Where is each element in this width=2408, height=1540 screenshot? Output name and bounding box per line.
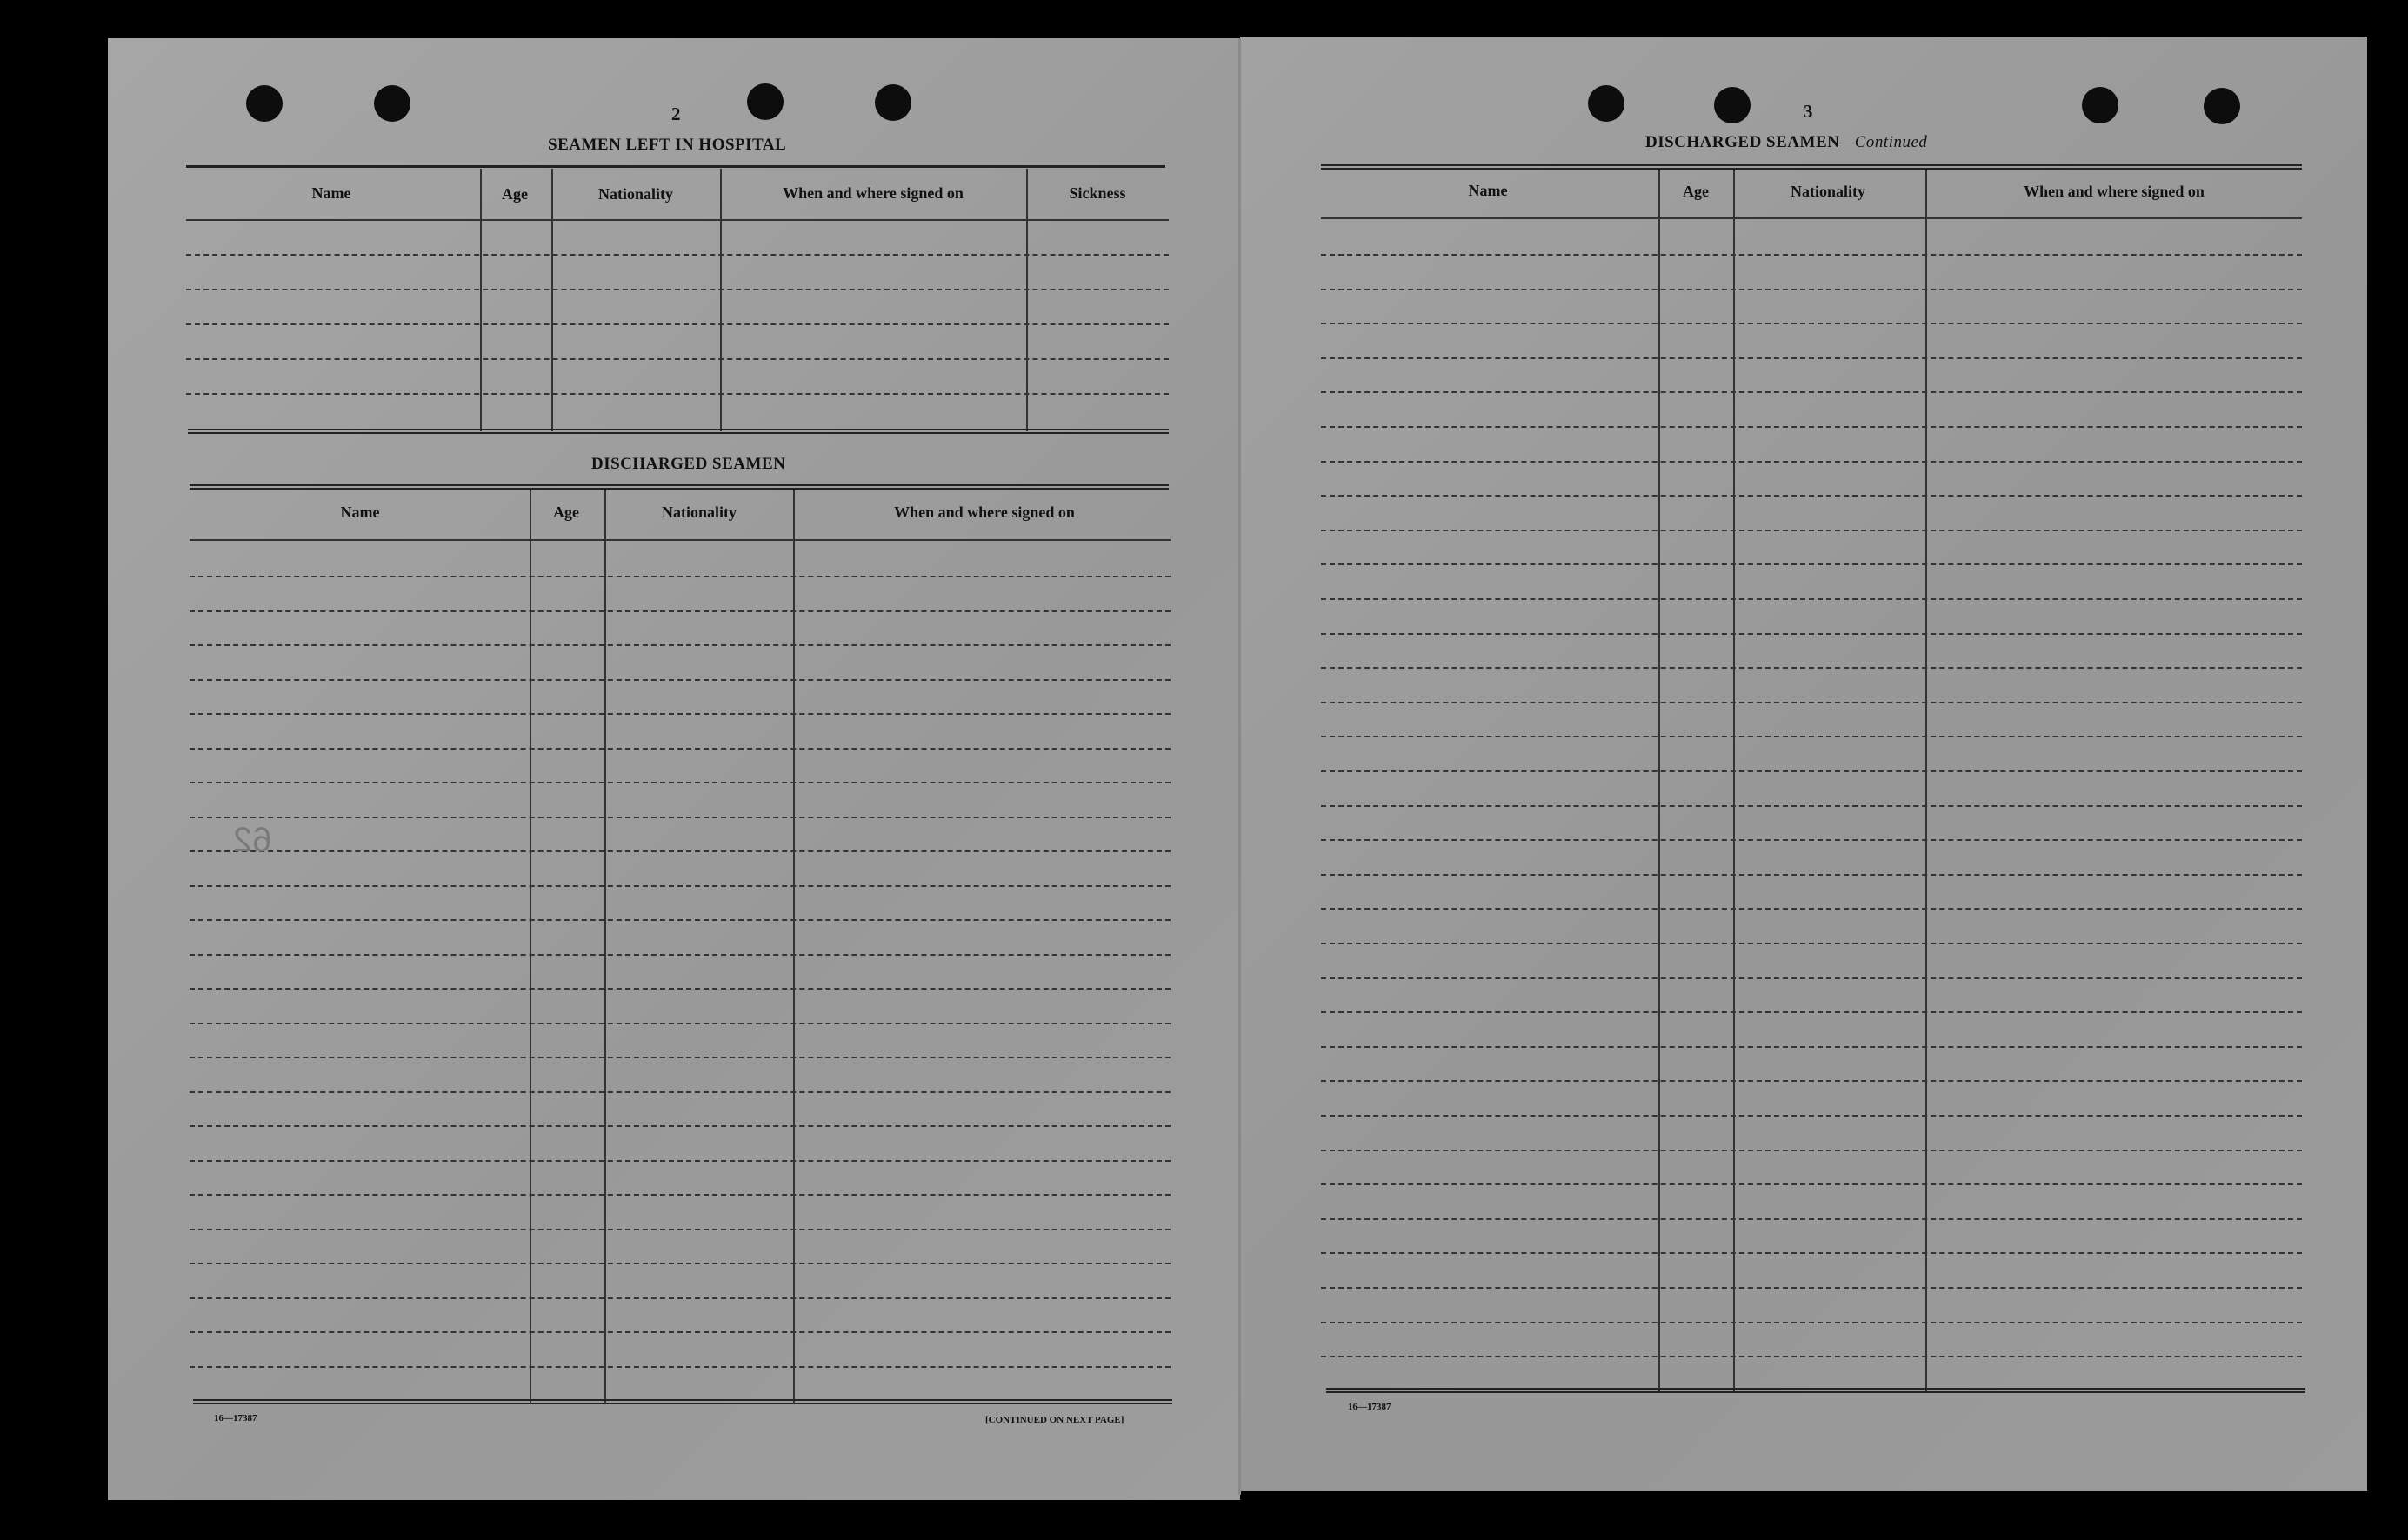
table-bottom-rule [193,1399,1172,1404]
column-divider [530,490,531,1404]
table-row [186,289,1169,290]
column-header-age: Age [502,185,528,203]
left-page [108,38,1240,1500]
column-divider [480,169,482,431]
form-number: 16—17387 [1348,1402,1391,1412]
table-row [186,393,1169,395]
column-header-age: Age [1683,183,1709,200]
column-divider [1925,170,1927,1391]
table-row [190,988,1171,990]
punch-hole [747,83,784,120]
column-header-signed-on: When and where signed on [894,503,1075,521]
page-number: 2 [671,103,681,124]
table-row [190,1331,1171,1333]
punch-hole [2082,87,2118,123]
table-row [186,358,1169,360]
table-top-rule [186,165,1165,168]
punch-hole [875,84,911,121]
column-header-nationality: Nationality [1790,183,1866,200]
table-row [1321,598,2302,600]
table-row [1321,1183,2302,1185]
table-row [1321,1046,2302,1048]
table-row [190,576,1171,577]
page-number: 3 [1804,101,1813,122]
table-row [190,713,1171,715]
table-row [190,644,1171,646]
column-header-name: Name [1468,182,1508,199]
table-row [1321,426,2302,428]
table-bottom-rule [1326,1388,2305,1393]
table-row [1321,874,2302,876]
table-row [1321,461,2302,463]
handwritten-mark: 62 [233,821,272,859]
table-row [190,1297,1171,1299]
table-row [1321,1287,2302,1289]
table-row [190,679,1171,681]
continued-note: [CONTINUED ON NEXT PAGE] [985,1415,1124,1425]
punch-hole [1588,85,1624,122]
table-row [1321,1150,2302,1151]
header-underline [186,219,1169,221]
table-row [1321,736,2302,737]
table-row [1321,770,2302,772]
table-row [190,817,1171,818]
column-divider [551,169,553,431]
table-row [190,1057,1171,1058]
column-divider [720,169,722,431]
table-row [1321,1011,2302,1013]
column-header-name: Name [340,503,380,521]
table-row [1321,1115,2302,1117]
table-row [1321,943,2302,944]
column-header-sickness: Sickness [1069,184,1126,202]
table-row [1321,1080,2302,1082]
table-row [186,323,1169,325]
table-row [1321,667,2302,669]
table-row [1321,633,2302,635]
table-row [1321,357,2302,359]
column-divider [1733,170,1735,1391]
column-divider [1658,170,1660,1391]
table-row [1321,805,2302,807]
discharged-title-text: DISCHARGED SEAMEN [1645,133,1840,151]
table-row [190,1091,1171,1093]
column-divider [604,490,606,1404]
table-row [190,885,1171,887]
table-row [190,1366,1171,1368]
column-header-nationality: Nationality [661,503,737,521]
column-header-nationality: Nationality [597,185,674,203]
table-row [1321,254,2302,256]
table-row [1321,839,2302,841]
table-row [1321,1322,2302,1323]
table-row [1321,323,2302,324]
column-divider [793,490,795,1404]
table-row [1321,977,2302,979]
table-row [190,1263,1171,1264]
header-underline [1321,217,2302,219]
table-row [1321,702,2302,703]
table-row [190,1160,1171,1162]
table-row [1321,563,2302,565]
table-row [1321,908,2302,910]
column-header-signed-on: When and where signed on [783,184,964,202]
continued-suffix: —Continued [1839,133,1928,151]
table-row [1321,289,2302,290]
table-row [190,1125,1171,1127]
table-row [1321,1218,2302,1220]
table-row [190,954,1171,956]
punch-hole [374,85,410,122]
table-row [190,1194,1171,1196]
table-row [1321,495,2302,497]
table-row [1321,530,2302,531]
discharged-section-title: DISCHARGED SEAMEN [591,455,786,473]
table-top-rule [190,484,1169,490]
page-fold [1238,38,1241,1495]
table-row [190,919,1171,921]
table-row [1321,1252,2302,1254]
form-number: 16—17387 [214,1413,257,1423]
punch-hole [1714,87,1751,123]
column-divider [1026,169,1028,431]
column-header-age: Age [553,503,579,521]
column-header-signed-on: When and where signed on [2024,183,2205,200]
column-header-name: Name [311,184,351,202]
header-underline [190,539,1171,541]
table-row [190,782,1171,783]
punch-hole [2204,88,2240,124]
table-row [1321,391,2302,393]
table-row [190,610,1171,612]
discharged-continued-title [1645,133,1927,152]
table-row [190,748,1171,750]
table-row [186,254,1169,256]
punch-hole [246,85,283,122]
table-bottom-rule [188,429,1169,434]
table-row [190,1023,1171,1024]
table-row [190,850,1171,852]
table-row [190,1229,1171,1230]
table-top-rule [1321,164,2302,170]
table-row [1321,1356,2302,1357]
hospital-section-title: SEAMEN LEFT IN HOSPITAL [548,136,787,154]
